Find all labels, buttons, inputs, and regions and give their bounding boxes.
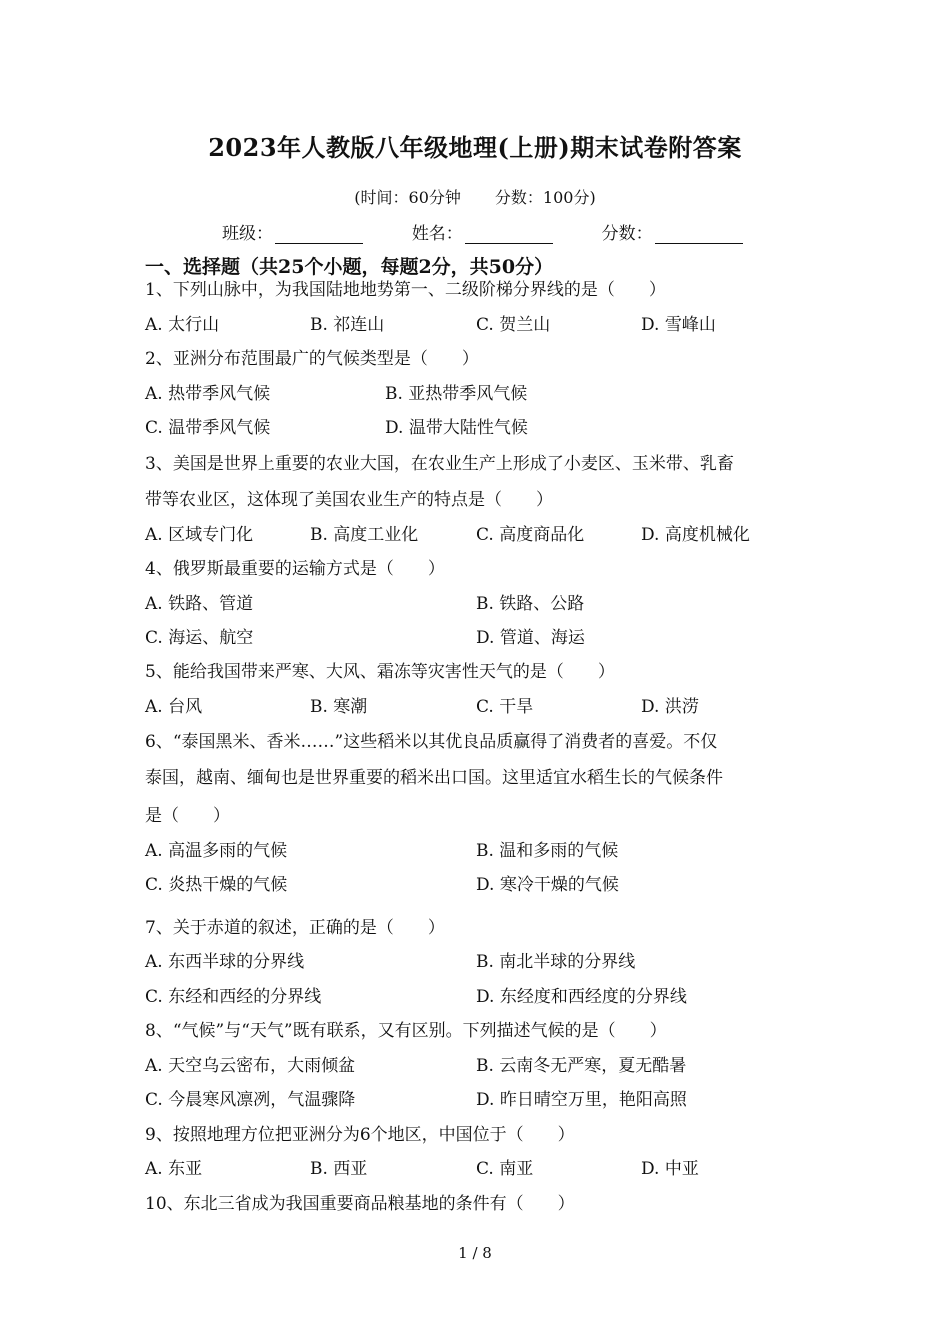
score-label: 分数： — [601, 224, 653, 244]
question-6-option-c: C. 炎热干燥的气候 — [145, 875, 288, 895]
question-4-option-d: D. 管道、海运 — [476, 628, 585, 648]
question-6-option-b: B. 温和多雨的气候 — [476, 841, 619, 861]
question-7-option-b: B. 南北半球的分界线 — [476, 952, 636, 972]
question-7-option-a: A. 东西半球的分界线 — [145, 952, 305, 972]
question-3-option-d: D. 高度机械化 — [641, 525, 750, 545]
question-2-option-b: B. 亚热带季风气候 — [385, 384, 528, 404]
question-3-stem-line-2: 带等农业区，这体现了美国农业生产的特点是（ ） — [145, 490, 553, 510]
question-8-stem: 8、“气候”与“天气”既有联系，又有区别。下列描述气候的是（ ） — [145, 1021, 667, 1041]
question-2-option-d: D. 温带大陆性气候 — [385, 418, 528, 438]
question-3-option-a: A. 区域专门化 — [145, 525, 254, 545]
question-2-stem: 2、亚洲分布范围最广的气候类型是（ ） — [145, 349, 479, 369]
question-10-stem: 10、东北三省成为我国重要商品粮基地的条件有（ ） — [145, 1194, 575, 1214]
question-1-option-d: D. 雪峰山 — [641, 315, 716, 335]
question-6-option-a: A. 高温多雨的气候 — [145, 841, 288, 861]
question-4-stem: 4、俄罗斯最重要的运输方式是（ ） — [145, 559, 445, 579]
name-blank — [465, 225, 553, 244]
question-9-option-b: B. 西亚 — [310, 1159, 368, 1179]
question-7-option-c: C. 东经和西经的分界线 — [145, 987, 322, 1007]
question-8-option-a: A. 天空乌云密布，大雨倾盆 — [145, 1056, 356, 1076]
question-5-option-a: A. 台风 — [145, 697, 203, 717]
question-8-option-c: C. 今晨寒风凛冽，气温骤降 — [145, 1090, 356, 1110]
question-1-option-c: C. 贺兰山 — [476, 315, 551, 335]
question-4-option-c: C. 海运、航空 — [145, 628, 254, 648]
time-label: (时间：60分钟 — [354, 188, 461, 207]
page-title: 2023年人教版八年级地理(上册)期末试卷附答案 — [208, 133, 742, 162]
question-9-stem: 9、按照地理方位把亚洲分为6个地区，中国位于（ ） — [145, 1125, 575, 1145]
question-6-stem-line-3: 是（ ） — [145, 806, 230, 826]
question-7-option-d: D. 东经度和西经度的分界线 — [476, 987, 687, 1007]
question-1-option-a: A. 太行山 — [145, 315, 220, 335]
question-3-stem-line-1: 3、美国是世界上重要的农业大国，在农业生产上形成了小麦区、玉米带、乳畜 — [145, 454, 734, 474]
question-6-stem-line-2: 泰国，越南、缅甸也是世界重要的稻米出口国。这里适宜水稻生长的气候条件 — [145, 768, 723, 788]
question-7-stem: 7、关于赤道的叙述，正确的是（ ） — [145, 918, 445, 938]
question-5-option-d: D. 洪涝 — [641, 697, 699, 717]
name-label: 姓名： — [411, 224, 463, 244]
class-label: 班级： — [222, 224, 273, 244]
question-4-option-b: B. 铁路、公路 — [476, 594, 585, 614]
question-9-option-d: D. 中亚 — [641, 1159, 699, 1179]
question-2-option-a: A. 热带季风气候 — [145, 384, 271, 404]
score-blank — [655, 225, 743, 244]
question-3-option-c: C. 高度商品化 — [476, 525, 585, 545]
question-1-stem: 1、下列山脉中，为我国陆地地势第一、二级阶梯分界线的是（ ） — [145, 280, 666, 300]
question-3-option-b: B. 高度工业化 — [310, 525, 419, 545]
question-8-option-d: D. 昨日晴空万里，艳阳高照 — [476, 1090, 687, 1110]
question-6-option-d: D. 寒冷干燥的气候 — [476, 875, 619, 895]
question-5-option-c: C. 干旱 — [476, 697, 534, 717]
question-5-stem: 5、能给我国带来严寒、大风、霜冻等灾害性天气的是（ ） — [145, 662, 615, 682]
question-5-option-b: B. 寒潮 — [310, 697, 368, 717]
total-score-label: 分数：100分) — [494, 188, 596, 207]
question-6-stem-line-1: 6、“泰国黑米、香米……”这些稻米以其优良品质赢得了消费者的喜爱。不仅 — [145, 732, 718, 752]
question-4-option-a: A. 铁路、管道 — [145, 594, 254, 614]
question-8-option-b: B. 云南冬无严寒，夏无酷暑 — [476, 1056, 687, 1076]
question-1-option-b: B. 祁连山 — [310, 315, 385, 335]
question-9-option-c: C. 南亚 — [476, 1159, 534, 1179]
page-number: 1 / 8 — [458, 1244, 492, 1262]
class-blank — [275, 225, 363, 244]
exam-time-score — [0, 185, 950, 208]
question-9-option-a: A. 东亚 — [145, 1159, 203, 1179]
question-2-option-c: C. 温带季风气候 — [145, 418, 271, 438]
section-title: 一、选择题（共25个小题，每题2分，共50分） — [145, 256, 554, 278]
student-info-line — [222, 219, 743, 244]
